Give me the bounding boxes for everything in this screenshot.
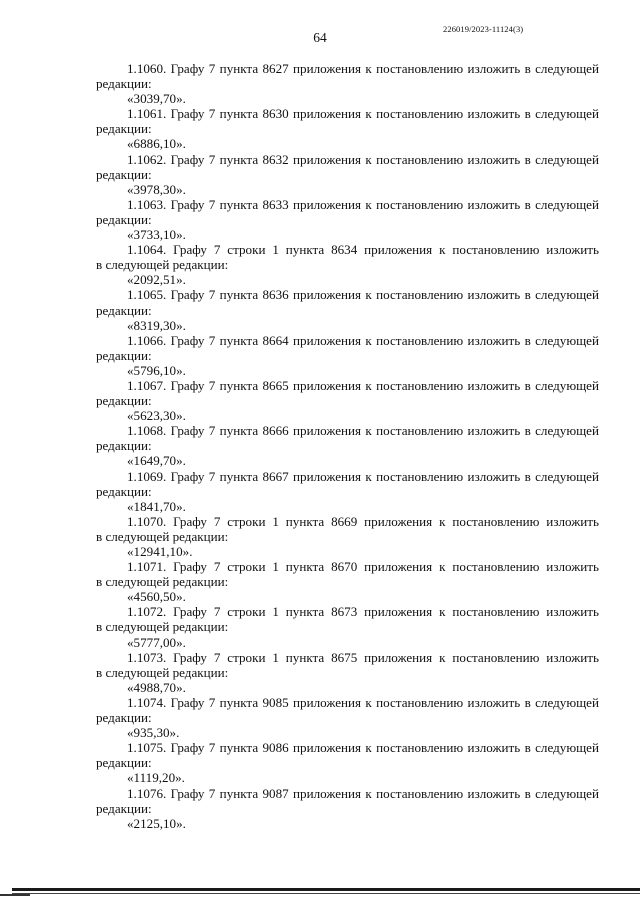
amendment-value: «2092,51».: [127, 272, 186, 288]
amendment-text-continued: редакции:: [96, 755, 152, 771]
amendment-item: [96, 197, 599, 242]
amendment-value: «3978,30».: [127, 181, 186, 197]
amendment-value: «6886,10».: [127, 136, 186, 152]
amendment-text-continued: редакции:: [96, 121, 152, 137]
amendment-text: 1.1069. Графу 7 пункта 8667 приложения к постановлению изложить в следующей: [127, 468, 599, 484]
amendment-text: 1.1073. Графу 7 строки 1 пункта 8675 приложения к постановлению изложить: [127, 649, 599, 665]
scan-edge-mark: [0, 894, 30, 896]
page-number: 64: [313, 30, 327, 45]
amendment-text-continued: редакции:: [96, 710, 152, 726]
amendment-text: 1.1076. Графу 7 пункта 9087 приложения к постановлению изложить в следующей: [127, 785, 599, 801]
amendment-item: [96, 559, 599, 604]
amendment-text-continued: редакции:: [96, 438, 152, 454]
amendment-value: «1119,20».: [127, 770, 185, 786]
amendment-value: «1841,70».: [127, 498, 186, 514]
amendment-text-continued: редакции:: [96, 302, 152, 318]
amendment-text-continued: в следующей редакции:: [96, 664, 229, 680]
amendment-text-continued: редакции:: [96, 800, 152, 816]
amendment-value: «2125,10».: [127, 815, 186, 831]
amendment-text-continued: в следующей редакции:: [96, 619, 229, 635]
amendment-value: «5796,10».: [127, 362, 186, 378]
amendment-item: [96, 695, 599, 740]
amendment-item: [96, 242, 599, 287]
amendment-text-continued: в следующей редакции:: [96, 574, 229, 590]
amendment-text: 1.1067. Графу 7 пункта 8665 приложения к постановлению изложить в следующей: [127, 377, 599, 393]
amendment-text-continued: редакции:: [96, 483, 152, 499]
amendment-text: 1.1061. Графу 7 пункта 8630 приложения к постановлению изложить в следующей: [127, 106, 599, 122]
amendment-item: [96, 106, 599, 151]
document-id: 226019/2023-11124(3): [443, 24, 524, 34]
amendment-value: «4988,70».: [127, 679, 186, 695]
amendment-text: 1.1065. Графу 7 пункта 8636 приложения к постановлению изложить в следующей: [127, 287, 599, 303]
amendment-text-continued: редакции:: [96, 393, 152, 409]
amendment-text-continued: редакции:: [96, 76, 152, 92]
amendment-item: [96, 423, 599, 468]
amendment-text: 1.1068. Графу 7 пункта 8666 приложения к постановлению изложить в следующей: [127, 423, 599, 439]
amendment-text: 1.1072. Графу 7 строки 1 пункта 8673 приложения к постановлению изложить: [127, 604, 599, 620]
amendment-text-continued: редакции:: [96, 347, 152, 363]
document-body: [96, 61, 599, 831]
amendment-text-continued: в следующей редакции:: [96, 257, 229, 273]
scan-bottom-border-thin: [12, 893, 640, 894]
amendment-item: [96, 333, 599, 378]
amendment-item: [96, 378, 599, 423]
amendment-text: 1.1062. Графу 7 пункта 8632 приложения к постановлению изложить в следующей: [127, 151, 599, 167]
amendment-item: [96, 786, 599, 831]
amendment-value: «5777,00».: [127, 634, 186, 650]
amendment-value: «8319,30».: [127, 317, 186, 333]
amendment-text: 1.1064. Графу 7 строки 1 пункта 8634 приложения к постановлению изложить: [127, 242, 599, 258]
amendment-value: «3733,10».: [127, 227, 186, 243]
amendment-text-continued: в следующей редакции:: [96, 528, 229, 544]
amendment-item: [96, 61, 599, 106]
amendment-value: «1649,70».: [127, 453, 186, 469]
amendment-item: [96, 514, 599, 559]
amendment-item: [96, 650, 599, 695]
amendment-text: 1.1070. Графу 7 строки 1 пункта 8669 приложения к постановлению изложить: [127, 513, 599, 529]
amendment-item: [96, 152, 599, 197]
amendment-item: [96, 469, 599, 514]
amendment-text: 1.1074. Графу 7 пункта 9085 приложения к постановлению изложить в следующей: [127, 694, 599, 710]
scan-bottom-border: [12, 888, 640, 891]
amendment-text: 1.1063. Графу 7 пункта 8633 приложения к постановлению изложить в следующей: [127, 196, 599, 212]
amendment-text: 1.1071. Графу 7 строки 1 пункта 8670 приложения к постановлению изложить: [127, 559, 599, 575]
amendment-value: «5623,30».: [127, 408, 186, 424]
amendment-value: «12941,10».: [127, 544, 193, 559]
amendment-text-continued: редакции:: [96, 211, 152, 227]
amendment-value: «3039,70».: [127, 91, 186, 107]
amendment-text: 1.1075. Графу 7 пункта 9086 приложения к постановлению изложить в следующей: [127, 740, 599, 756]
amendment-item: [96, 740, 599, 785]
amendment-item: [96, 604, 599, 649]
amendment-value: «4560,50».: [127, 589, 186, 605]
amendment-text-continued: редакции:: [96, 166, 152, 182]
amendment-text: 1.1060. Графу 7 пункта 8627 приложения к постановлению изложить в следующей: [127, 61, 599, 76]
amendment-item: [96, 287, 599, 332]
amendment-value: «935,30».: [127, 725, 180, 741]
amendment-text: 1.1066. Графу 7 пункта 8664 приложения к постановлению изложить в следующей: [127, 332, 599, 348]
